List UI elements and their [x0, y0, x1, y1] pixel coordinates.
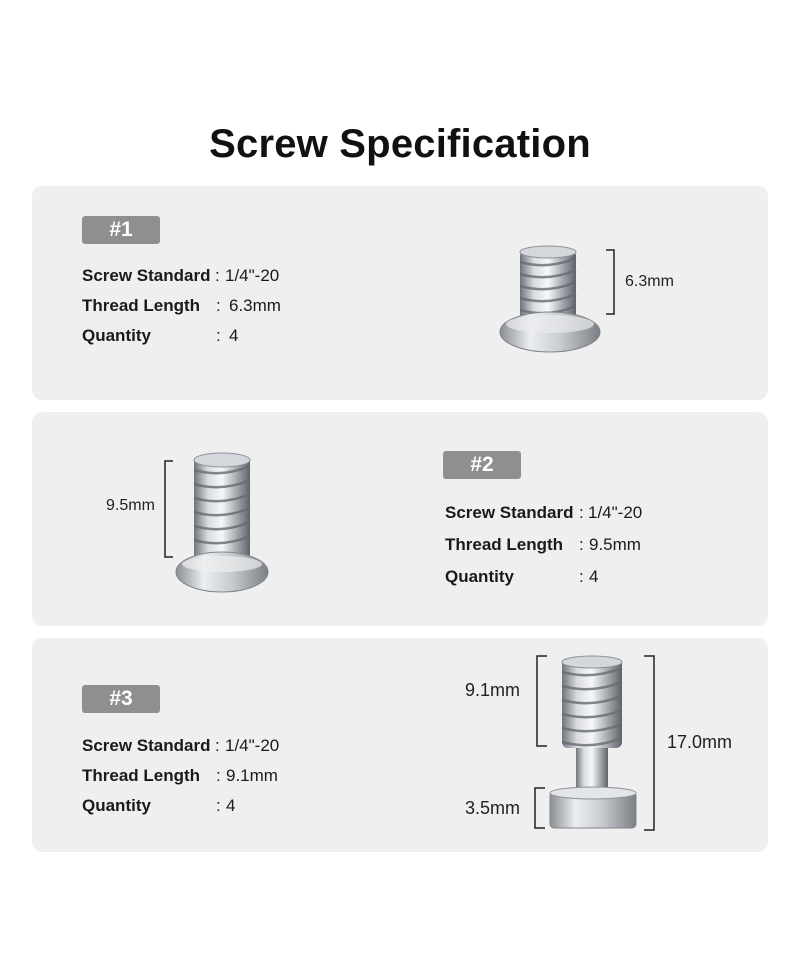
label-quantity: Quantity — [82, 326, 151, 345]
colon: : — [216, 766, 221, 785]
dimension-total-label: 17.0mm — [667, 732, 733, 752]
colon: : — [216, 326, 221, 345]
colon: : — [579, 567, 584, 586]
screw-badge-2: #2 — [443, 451, 521, 479]
label-thread-length: Thread Length — [82, 766, 201, 785]
screw-card-2 — [32, 412, 768, 626]
dimension-bracket-total — [642, 655, 656, 831]
screw-badge-1: #1 — [82, 216, 160, 244]
label-thread-length: Thread Length — [82, 296, 201, 315]
value-thread-length: 6.3mm — [229, 296, 281, 315]
colon: : — [579, 503, 584, 522]
label-screw-standard: Screw Standard — [82, 736, 211, 755]
screw-3-image — [548, 652, 644, 834]
value-quantity: 4 — [229, 326, 239, 345]
colon: : — [215, 266, 220, 285]
value-screw-standard: 1/4"-20 — [225, 266, 280, 285]
dimension-bracket-head — [533, 787, 547, 829]
label-quantity: Quantity — [445, 567, 514, 586]
label-screw-standard: Screw Standard — [445, 503, 574, 522]
value-thread-length: 9.1mm — [226, 766, 278, 785]
value-quantity: 4 — [589, 567, 599, 586]
dimension-bracket-thread — [535, 655, 549, 747]
dimension-thread-label: 6.3mm — [625, 273, 674, 290]
label-quantity: Quantity — [82, 796, 151, 815]
label-thread-length: Thread Length — [445, 535, 564, 554]
label-screw-standard: Screw Standard — [82, 266, 211, 285]
screw-badge-3: #3 — [82, 685, 160, 713]
dimension-head-label: 3.5mm — [465, 798, 521, 818]
colon: : — [216, 296, 221, 315]
value-quantity: 4 — [226, 796, 236, 815]
dimension-bracket-thread — [604, 249, 616, 315]
page-title: Screw Specification — [209, 122, 591, 166]
colon: : — [216, 796, 221, 815]
value-screw-standard: 1/4"-20 — [588, 503, 643, 522]
dimension-thread-label: 9.5mm — [106, 497, 155, 514]
value-screw-standard: 1/4"-20 — [225, 736, 280, 755]
value-thread-length: 9.5mm — [589, 535, 641, 554]
dimension-thread-label: 9.1mm — [465, 680, 521, 700]
screw-2-image — [174, 448, 274, 598]
colon: : — [579, 535, 584, 554]
colon: : — [215, 736, 220, 755]
